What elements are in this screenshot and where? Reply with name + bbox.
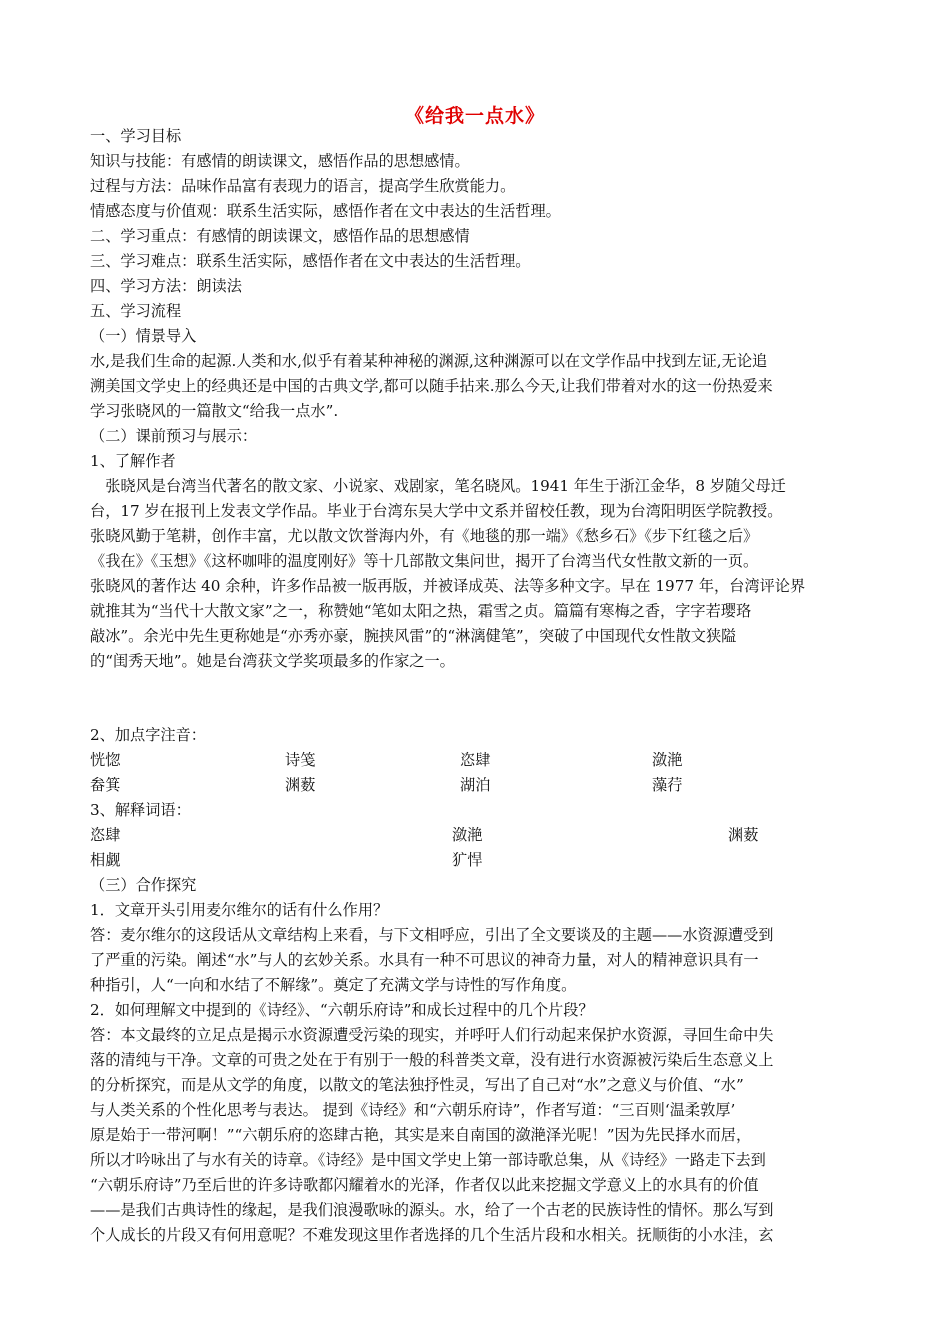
question-2: 2．如何理解文中提到的《诗经》、“六朝乐府诗”和成长过程中的几个片段？ (90, 1001, 594, 1019)
difficulty: 三、学习难点：联系生活实际，感悟作者在文中表达的生活哲理。 (90, 252, 531, 270)
answer-2-line: 与人类关系的个性化思考与表达。 提到《诗经》和“六朝乐府诗”，作者写道：“三百则‘温柔敦厚’ (90, 1101, 736, 1119)
key-point: 二、学习重点：有感情的朗读课文，感悟作品的思想感情 (90, 227, 470, 245)
pinyin-heading: 2、加点字注音： (90, 726, 206, 744)
intro-heading: （一）情景导入 (90, 327, 197, 345)
process-heading: 五、学习流程 (90, 302, 182, 320)
pinyin-word: 渊薮 (285, 776, 316, 794)
answer-2-line: 落的清纯与干净。文章的可贵之处在于有别于一般的科普类文章，没有进行水资源被污染后生态意义上 (90, 1051, 774, 1069)
explore-heading: （三）合作探究 (90, 876, 197, 894)
answer-1-line: 种指引，人“一向和水结了不解缘”。奠定了充满文学与诗性的写作角度。 (90, 976, 577, 994)
author-line: 台，17 岁在报刊上发表文学作品。毕业于台湾东吴大学中文系并留校任教，现为台湾阳明医学院教授。 (90, 502, 783, 520)
pinyin-word: 潋滟 (652, 751, 683, 769)
answer-1-line: 了严重的污染。阐述“水”与人的玄妙关系。水具有一种不可思议的神奇力量，对人的精神意识具有一 (90, 951, 759, 969)
document-title: 《给我一点水》 (404, 105, 545, 127)
words-heading: 3、解释词语： (90, 801, 191, 819)
answer-2-line: 的分析探究，而是从文学的角度，以散文的笔法独抒性灵，写出了自己对“水”之意义与价值、“水” (90, 1076, 744, 1094)
objectives-heading: 一、学习目标 (90, 127, 182, 145)
vocab-word: 渊薮 (728, 826, 759, 844)
pinyin-word: 恍惚 (90, 751, 121, 769)
answer-2-line: 答：本文最终的立足点是揭示水资源遭受污染的现实，并呼吁人们行动起来保护水资源，寻回生命中失 (90, 1026, 774, 1044)
author-line: 的“闺秀天地”。她是台湾获文学奖项最多的作家之一。 (90, 652, 455, 670)
vocab-word: 恣肆 (90, 826, 121, 844)
pinyin-word: 藻荇 (652, 776, 683, 794)
pinyin-word: 畚箕 (90, 776, 121, 794)
author-line: 《我在》《玉想》《这杯咖啡的温度刚好》等十几部散文集问世，揭开了台湾当代女性散文新的一页。 (90, 552, 759, 570)
pinyin-word: 湖泊 (460, 776, 491, 794)
question-1: 1．文章开头引用麦尔维尔的话有什么作用？ (90, 901, 389, 919)
objective-process: 过程与方法：品味作品富有表现力的语言，提高学生欣赏能力。 (90, 177, 516, 195)
vocab-word: 犷悍 (452, 851, 483, 869)
intro-line: 学习张晓风的一篇散文“给我一点水”. (90, 402, 339, 420)
author-line: 张晓风勤于笔耕，创作丰富，尤以散文饮誉海内外，有《地毯的那一端》《愁乡石》《步下红毯之后》 (90, 527, 759, 545)
objective-attitude: 情感态度与价值观：联系生活实际，感悟作者在文中表达的生活哲理。 (90, 202, 561, 220)
author-line: 张晓风是台湾当代著名的散文家、小说家、戏剧家，笔名晓风。1941 年生于浙江金华，8 岁随父母迁 (90, 477, 786, 495)
author-line: 敲冰”。余光中先生更称她是“亦秀亦豪，腕挟风雷”的“淋漓健笔”，突破了中国现代女性散文狭隘 (90, 627, 737, 645)
method: 四、学习方法：朗读法 (90, 277, 242, 295)
pinyin-word: 诗笺 (285, 751, 316, 769)
vocab-word: 相觑 (90, 851, 121, 869)
answer-1-line: 答：麦尔维尔的这段话从文章结构上来看，与下文相呼应，引出了全文要谈及的主题——水资源遭受到 (90, 926, 774, 944)
author-line: 张晓风的著作达 40 余种，许多作品被一版再版，并被译成英、法等多种文字。早在 1977 年，台湾评论界 (90, 577, 806, 595)
answer-2-line: “六朝乐府诗”乃至后世的许多诗歌都闪耀着水的光泽，作者仅以此来挖掘文学意义上的水具有的价值 (90, 1176, 759, 1194)
intro-line: 溯美国文学史上的经典还是中国的古典文学,都可以随手拈来.那么今天,让我们带着对水的这一份热爱来 (90, 377, 773, 395)
pinyin-word: 恣肆 (460, 751, 491, 769)
preview-heading: （二）课前预习与展示： (90, 427, 258, 445)
author-line: 就推其为“当代十大散文家”之一，称赞她“笔如太阳之热，霜雪之贞。篇篇有寒梅之香，字字若璎珞 (90, 602, 752, 620)
answer-2-line: 原是始于一带河啊！”“六朝乐府的恣肆古艳，其实是来自南国的潋滟泽光呢！”因为先民择水而居， (90, 1126, 752, 1144)
intro-line: 水,是我们生命的起源.人类和水,似乎有着某种神秘的渊源,这种渊源可以在文学作品中找到左证,无论追 (90, 352, 768, 370)
answer-2-line: 所以才吟咏出了与水有关的诗章。《诗经》是中国文学史上第一部诗歌总集，从《诗经》一路走下去到 (90, 1151, 766, 1169)
author-heading: 1、了解作者 (90, 452, 176, 470)
vocab-word: 潋滟 (452, 826, 483, 844)
answer-2-line: ——是我们古典诗性的缘起，是我们浪漫歌咏的源头。水，给了一个古老的民族诗性的情怀。那么写到 (90, 1201, 774, 1219)
answer-2-line: 个人成长的片段又有何用意呢？不难发现这里作者选择的几个生活片段和水相关。抚顺街的小水洼，玄 (90, 1226, 774, 1244)
objective-knowledge: 知识与技能：有感情的朗读课文，感悟作品的思想感情。 (90, 152, 470, 170)
